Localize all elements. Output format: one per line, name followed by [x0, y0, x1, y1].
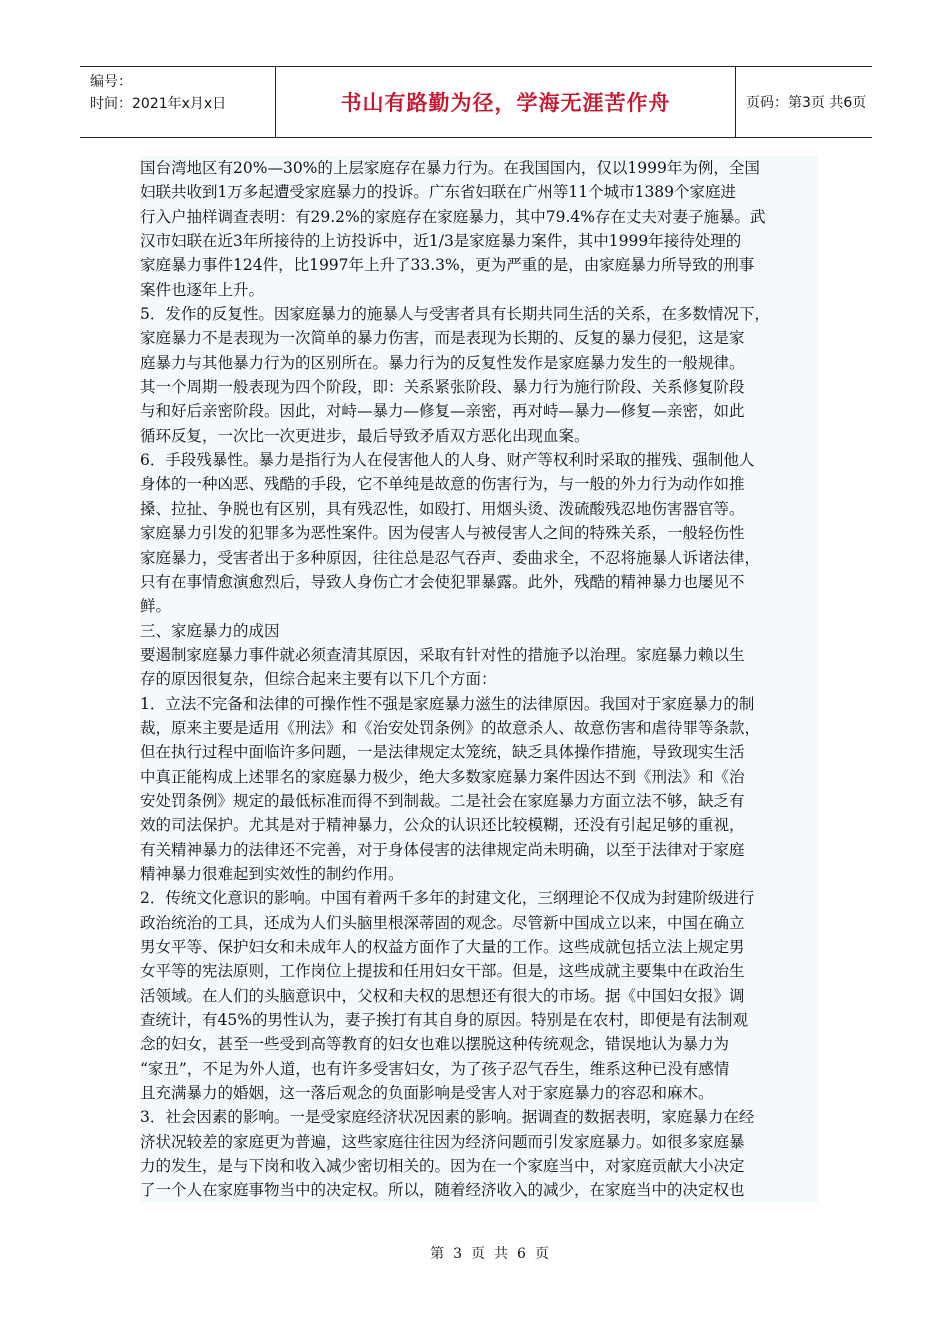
- body-text-line: 中真正能构成上述罪名的家庭暴力极少，绝大多数家庭暴力案件因达不到《刑法》和《治: [140, 765, 818, 789]
- body-text-line: 1．立法不完备和法律的可操作性不强是家庭暴力滋生的法律原因。我国对于家庭暴力的制: [140, 692, 818, 716]
- footer-ye2: 页: [534, 1246, 550, 1262]
- body-text-line: 汉市妇联在近3年所接待的上访投诉中，近1/3是家庭暴力案件，其中1999年接待处理的: [140, 229, 818, 253]
- body-text-line: 活领域。在人们的头脑意识中，父权和夫权的思想还有很大的市场。据《中国妇女报》调: [140, 984, 818, 1008]
- body-text-line: 与和好后亲密阶段。因此，对峙—暴力—修复—亲密，再对峙—暴力—修复—亲密，如此: [140, 399, 818, 423]
- header-motto-cell: [276, 67, 736, 137]
- body-text-line: 了一个人在家庭事物当中的决定权。所以，随着经济收入的减少，在家庭当中的决定权也: [140, 1178, 818, 1202]
- document-number: 编号：: [90, 74, 132, 90]
- body-text-line: 女平等的宪法原则，工作岗位上提拔和任用妇女干部。但是，这些成就主要集中在政治生: [140, 959, 818, 983]
- footer-gong: 共: [494, 1246, 509, 1262]
- body-text-line: 3．社会因素的影响。一是受家庭经济状况因素的影响。据调查的数据表明，家庭暴力在经: [140, 1105, 818, 1129]
- body-text-line: 查统计，有45%的男性认为，妻子挨打有其自身的原因。特别是在农村，即便是有法制观: [140, 1008, 818, 1032]
- body-text-line: 2．传统文化意识的影响。中国有着两千多年的封建文化，三纲理论不仅成为封建阶级进行: [140, 886, 818, 910]
- body-text-line: 力的发生，是与下岗和收入减少密切相关的。因为在一个家庭当中，对家庭贡献大小决定: [140, 1154, 818, 1178]
- header-page-cell: [736, 67, 872, 137]
- body-text-line: 鲜。: [140, 594, 818, 618]
- body-text-line: 男女平等、保护妇女和未成年人的权益方面作了大量的工作。这些成就包括立法上规定男: [140, 935, 818, 959]
- page-info: 页码：第3页 共6页: [746, 95, 867, 111]
- document-body: [140, 156, 818, 1203]
- body-text-line: 国台湾地区有20%—30%的上层家庭存在暴力行为。在我国国内，仅以1999年为例，全国: [140, 156, 818, 180]
- body-text-line: 济状况较差的家庭更为普遍，这些家庭往往因为经济问题而引发家庭暴力。如很多家庭暴: [140, 1130, 818, 1154]
- body-text-line: 只有在事情愈演愈烈后，导致人身伤亡才会使犯罪暴露。此外，残酷的精神暴力也屡见不: [140, 570, 818, 594]
- body-text-line: 但在执行过程中面临许多问题，一是法律规定太笼统，缺乏具体操作措施，导致现实生活: [140, 740, 818, 764]
- body-text-line: 三、家庭暴力的成因: [140, 619, 818, 643]
- body-text-line: 案件也逐年上升。: [140, 278, 818, 302]
- body-text-line: 存的原因很复杂，但综合起来主要有以下几个方面：: [140, 667, 818, 691]
- body-text-line: 家庭暴力，受害者出于多种原因，往往总是忍气吞声、委曲求全，不忍将施暴人诉诸法律，: [140, 546, 818, 570]
- body-text-line: “家丑”，不足为外人道，也有许多受害妇女，为了孩子忍气吞生，维系这种已没有感情: [140, 1057, 818, 1081]
- body-text-line: 其一个周期一般表现为四个阶段，即：关系紧张阶段、暴力行为施行阶段、关系修复阶段: [140, 375, 818, 399]
- footer-total-pages: 6: [517, 1246, 527, 1262]
- body-text-line: 念的妇女，甚至一些受到高等教育的妇女也难以摆脱这种传统观念，错误地认为暴力为: [140, 1032, 818, 1056]
- document-date: 时间：2021年x月x日: [90, 96, 227, 112]
- page-header: [80, 66, 872, 138]
- body-text-line: 裁，原来主要是适用《刑法》和《治安处罚条例》的故意杀人、故意伤害和虐待罪等条款，: [140, 716, 818, 740]
- page-footer: [0, 1243, 950, 1263]
- body-text-line: 家庭暴力不是表现为一次简单的暴力伤害，而是表现为长期的、反复的暴力侵犯，这是家: [140, 326, 818, 350]
- body-text-line: 庭暴力与其他暴力行为的区别所在。暴力行为的反复性发作是家庭暴力发生的一般规律。: [140, 351, 818, 375]
- body-text-line: 家庭暴力引发的犯罪多为恶性案件。因为侵害人与被侵害人之间的特殊关系，一般轻伤性: [140, 521, 818, 545]
- body-text-line: 要遏制家庭暴力事件就必须查清其原因，采取有针对性的措施予以治理。家庭暴力赖以生: [140, 643, 818, 667]
- body-text-line: 且充满暴力的婚姻，这一落后观念的负面影响是受害人对于家庭暴力的容忍和麻木。: [140, 1081, 818, 1105]
- body-text-line: 身体的一种凶恶、残酷的手段，它不单纯是故意的伤害行为，与一般的外力行为动作如推: [140, 472, 818, 496]
- body-text-line: 6．手段残暴性。暴力是指行为人在侵害他人的人身、财产等权利时采取的摧残、强制他人: [140, 448, 818, 472]
- body-text-line: 安处罚条例》规定的最低标准而得不到制裁。二是社会在家庭暴力方面立法不够，缺乏有: [140, 789, 818, 813]
- body-text-line: 精神暴力很难起到实效性的制约作用。: [140, 862, 818, 886]
- body-text-line: 5．发作的反复性。因家庭暴力的施暴人与受害者具有长期共同生活的关系，在多数情况下，: [140, 302, 818, 326]
- header-meta-cell: [80, 67, 276, 137]
- motto-text: 书山有路勤为径，学海无涯苦作舟: [340, 91, 671, 115]
- body-text-line: 妇联共收到1万多起遭受家庭暴力的投诉。广东省妇联在广州等11个城市1389个家庭进: [140, 180, 818, 204]
- footer-page-number: 3: [453, 1246, 463, 1262]
- body-text-line: 行入户抽样调查表明：有29.2%的家庭存在家庭暴力，其中79.4%存在丈夫对妻子施暴。武: [140, 205, 818, 229]
- body-text-line: 循环反复，一次比一次更进步，最后导致矛盾双方恶化出现血案。: [140, 424, 818, 448]
- body-text-line: 家庭暴力事件124件，比1997年上升了33.3%，更为严重的是，由家庭暴力所导致的刑事: [140, 253, 818, 277]
- body-text-line: 有关精神暴力的法律还不完善，对于身体侵害的法律规定尚未明确，以至于法律对于家庭: [140, 838, 818, 862]
- footer-di: 第: [430, 1246, 446, 1262]
- body-text-line: 政治统治的工具，还成为人们头脑里根深蒂固的观念。尽管新中国成立以来，中国在确立: [140, 911, 818, 935]
- body-text-line: 效的司法保护。尤其是对于精神暴力，公众的认识还比较模糊，还没有引起足够的重视，: [140, 813, 818, 837]
- footer-ye: 页: [471, 1246, 486, 1262]
- body-text-line: 搡、拉扯、争脱也有区别，具有残忍性，如殴打、用烟头烫、泼硫酸残忍地伤害器官等。: [140, 497, 818, 521]
